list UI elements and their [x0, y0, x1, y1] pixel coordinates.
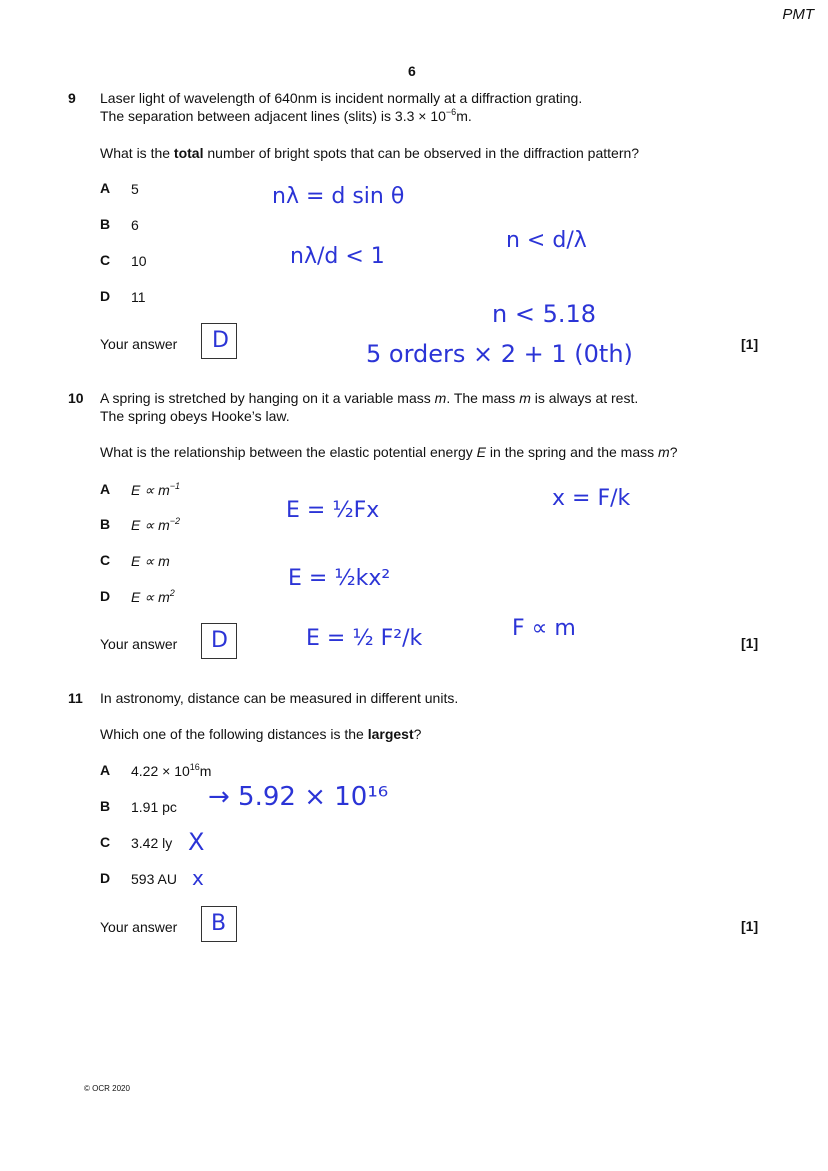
text-fragment: Which one of the following distances is the [100, 726, 368, 742]
option-letter: A [100, 762, 111, 778]
marks-label: [1] [741, 918, 759, 934]
option-text: 1.91 pc [131, 799, 177, 815]
question-text-line: Laser light of wavelength of 640nm is incident normally at a diffraction grating. [100, 90, 583, 106]
option-letter: B [100, 516, 111, 532]
handwritten-working: F ∝ m [512, 616, 576, 641]
handwritten-cross-mark: X [188, 828, 205, 856]
exponent: −1 [169, 481, 181, 491]
page-number: 6 [408, 63, 416, 79]
emphasis: largest [367, 726, 414, 742]
option-text [131, 588, 175, 606]
answer-box[interactable] [201, 623, 237, 659]
text-fragment: number of bright spots that can be observed in the diffraction pattern? [203, 145, 640, 161]
exponent: 16 [189, 762, 200, 772]
question-text-line: In astronomy, distance can be measured in different units. [100, 690, 459, 706]
answer-box[interactable] [201, 323, 237, 359]
handwritten-working: 5 orders × 2 + 1 (0th) [366, 340, 633, 368]
handwritten-working: E = ½kx² [288, 566, 391, 591]
text-fragment: ? [413, 726, 422, 742]
question-text-line: The spring obeys Hooke’s law. [100, 408, 290, 424]
option-text [131, 481, 180, 499]
your-answer-label: Your answer [100, 336, 178, 352]
copyright-footer: © OCR 2020 [84, 1084, 130, 1093]
question-text-line [100, 107, 472, 125]
handwritten-answer: D [212, 328, 229, 353]
text-fragment: . The mass [446, 390, 520, 406]
exponent: −6 [445, 107, 457, 117]
text-fragment: E ∝ m [131, 553, 170, 569]
option-letter: A [100, 481, 111, 497]
question-number: 10 [68, 390, 84, 406]
text-fragment: The separation between adjacent lines (slits) is 3.3 × 10 [100, 108, 446, 124]
handwritten-working: nλ/d < 1 [290, 244, 385, 269]
option-text [131, 516, 180, 534]
marks-label: [1] [741, 336, 759, 352]
emphasis: total [173, 145, 204, 161]
option-text: 593 AU [131, 871, 177, 887]
handwritten-working: E = ½ F²/k [306, 626, 423, 651]
handwritten-working: E = ½Fx [286, 498, 380, 523]
option-letter: D [100, 870, 111, 886]
text-fragment: in the spring and the mass [486, 444, 659, 460]
option-text [131, 762, 211, 780]
option-text: 10 [131, 253, 147, 269]
variable: m [658, 444, 670, 460]
option-text: 11 [131, 289, 146, 305]
variable: E [476, 444, 487, 460]
exponent: −2 [169, 516, 181, 526]
pmt-corner-label: PMT [782, 6, 814, 23]
text-fragment: ? [669, 444, 678, 460]
variable: m [434, 390, 447, 406]
question-prompt [100, 443, 677, 461]
option-letter: B [100, 216, 111, 232]
handwritten-answer: B [211, 911, 227, 936]
handwritten-cross-mark: x [192, 866, 204, 890]
handwritten-working: n < 5.18 [492, 300, 597, 328]
handwritten-working: x = F/k [552, 486, 631, 511]
option-letter: C [100, 252, 111, 268]
handwritten-working: n < d/λ [506, 228, 587, 253]
text-fragment: E ∝ m [131, 517, 170, 533]
handwritten-working: nλ = d sin θ [272, 184, 405, 209]
text-fragment: A spring is stretched by hanging on it a variable mass [100, 390, 435, 406]
option-letter: C [100, 552, 111, 568]
text-fragment: is always at rest. [530, 390, 639, 406]
text-fragment: What is the relationship between the elastic potential energy [100, 444, 477, 460]
your-answer-label: Your answer [100, 636, 178, 652]
question-text-line [100, 389, 638, 407]
text-fragment: E ∝ m [131, 482, 170, 498]
question-number: 9 [68, 90, 76, 106]
question-number: 11 [68, 690, 83, 706]
text-fragment: m [199, 763, 212, 779]
text-fragment: What is the [100, 145, 174, 161]
option-letter: D [100, 588, 111, 604]
marks-label: [1] [741, 635, 759, 651]
text-fragment: 4.22 × 10 [131, 763, 190, 779]
question-prompt [100, 144, 639, 162]
option-letter: A [100, 180, 111, 196]
text-fragment: m. [456, 108, 472, 124]
option-letter: B [100, 798, 111, 814]
question-prompt [100, 725, 421, 743]
variable: m [519, 390, 531, 406]
option-letter: C [100, 834, 111, 850]
option-text [131, 552, 170, 570]
option-letter: D [100, 288, 111, 304]
option-text: 3.42 ly [131, 835, 173, 851]
handwritten-working: → 5.92 × 10¹⁶ [208, 782, 389, 812]
text-fragment: E ∝ m [131, 589, 170, 605]
option-text: 6 [131, 217, 139, 233]
exponent: 2 [169, 588, 175, 598]
your-answer-label: Your answer [100, 919, 178, 935]
option-text: 5 [131, 181, 139, 197]
handwritten-answer: D [211, 628, 228, 653]
answer-box[interactable] [201, 906, 237, 942]
